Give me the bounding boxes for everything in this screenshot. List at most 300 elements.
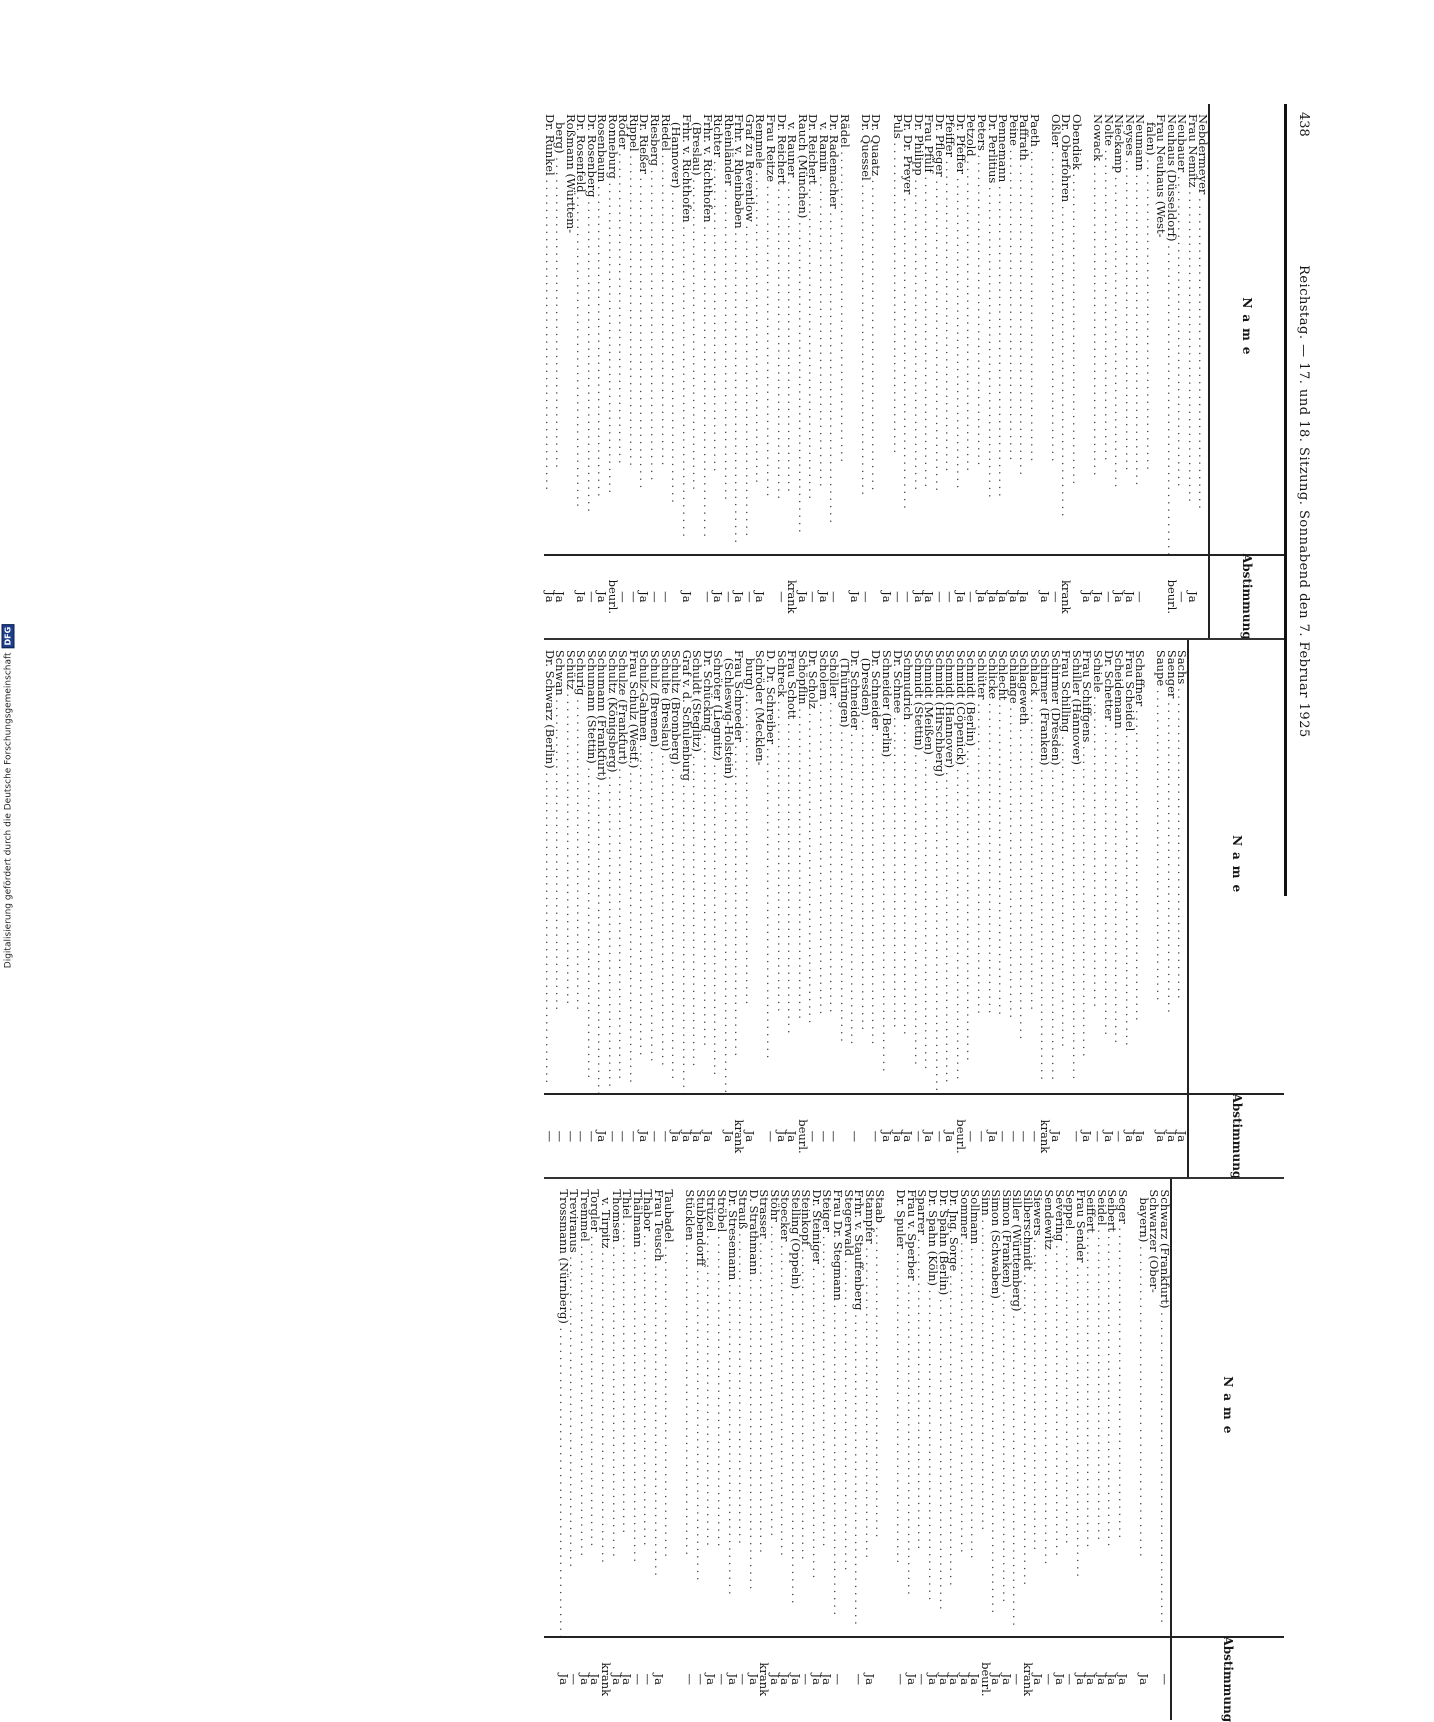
vote-value	[885, 1638, 896, 1720]
vote-value	[674, 1638, 685, 1720]
vote-value: Ja	[542, 591, 557, 603]
table-row	[927, 1179, 938, 1720]
member-name: Schlicke . . .	[987, 640, 998, 1096]
member-name: Schmidt (Hannover) . . .	[945, 640, 956, 1096]
vote-value: —	[890, 591, 905, 603]
member-name: Frau Schulz (Westf.) . . .	[628, 640, 639, 1096]
member-name: Dr. Scholz . . .	[808, 640, 819, 1096]
vote-value: —	[901, 591, 916, 603]
member-name: Strauß . . .	[738, 1179, 749, 1638]
column-header	[1170, 1179, 1284, 1720]
vote-value: —	[964, 1130, 979, 1143]
member-name: Roßmann (Württem-	[563, 114, 578, 234]
member-name: Simon (Schwaben) . . .	[991, 1179, 1002, 1638]
member-name: Schulz (Bremen) . . .	[649, 640, 660, 1096]
member-name: Nolte . . .	[1103, 104, 1114, 556]
vote-value: Ja	[620, 1673, 635, 1686]
vote-value: —	[715, 1673, 730, 1686]
vote-value: Ja	[679, 591, 694, 603]
member-name: Schumann (Stettin) . . .	[586, 640, 597, 1096]
member-name: Frau Schilling . . .	[1061, 640, 1072, 1096]
member-name: Saupe . . .	[1156, 640, 1167, 1096]
member-name: Petzold . . .	[966, 104, 977, 556]
member-name: Dr. Stresemann . . .	[727, 1179, 738, 1638]
table-row	[599, 1179, 614, 1720]
vote-value: beurl.	[605, 579, 620, 615]
member-name: Schirmer (Dresden) . . .	[1050, 640, 1061, 1096]
vote-value: Ja	[922, 1130, 937, 1143]
rows-container	[542, 640, 1190, 1178]
vote-value: Ja	[1175, 1130, 1190, 1143]
vote-value: —	[630, 1673, 645, 1686]
member-name: Schultz (Bromberg) . . .	[671, 640, 682, 1096]
vote-value: Ja	[767, 1673, 782, 1686]
vote-value: —	[911, 1130, 926, 1143]
table-row	[648, 640, 663, 1178]
member-name: Paffrath . . .	[1019, 104, 1030, 556]
vote-value: —	[827, 1130, 842, 1143]
member-name: Neyses . . .	[1124, 104, 1135, 556]
member-name: Dr. Schwarz (Berlin) . . .	[544, 640, 555, 1096]
vote-value: Ja	[732, 591, 747, 603]
member-name: D. Dr. Schreiber . . .	[765, 640, 776, 1096]
side-note	[0, 600, 16, 992]
vote-value: Ja	[809, 1673, 824, 1686]
vote-value: Ja	[1122, 1130, 1137, 1143]
table-row	[892, 104, 903, 638]
member-name: Tremmel . . .	[579, 1179, 590, 1638]
vote-header: Abstimmung	[1210, 554, 1284, 638]
member-name: Schirmer (Franken) . . .	[1040, 640, 1051, 1096]
table-row	[896, 1179, 907, 1720]
vote-value: Ja	[1115, 1673, 1130, 1686]
vote-value: —	[658, 1130, 673, 1143]
member-name: Dr. Reichert . . .	[808, 104, 819, 556]
vote-value: Ja	[1133, 1130, 1148, 1143]
member-name: Thiel . . .	[622, 1179, 633, 1638]
member-name: Dr. Perlitius . . .	[987, 104, 998, 556]
vote-column-2	[544, 638, 1284, 1178]
member-name: Schreck . . .	[776, 640, 787, 1096]
vote-value: —	[626, 1130, 641, 1143]
member-name: Rädel . . .	[839, 104, 850, 556]
vote-value: Ja	[1017, 591, 1032, 603]
member-name: Richter . . .	[713, 104, 724, 556]
member-name: Seiffert . . .	[1086, 1179, 1097, 1638]
vote-value: —	[1027, 1130, 1042, 1143]
member-name: Schiller (Hannover) . . .	[1071, 640, 1082, 1096]
member-name: Dr. Pfeffer . . .	[955, 104, 966, 556]
member-name: Dr. Oberfohren . . .	[1061, 104, 1072, 556]
member-name: Röder . . .	[618, 104, 629, 556]
table-row	[648, 104, 663, 638]
vote-value: Ja	[848, 591, 863, 603]
vote-value: Ja	[904, 1673, 919, 1686]
vote-value: Ja	[1031, 1673, 1046, 1686]
member-name: Frau Teusch . . .	[653, 1179, 664, 1638]
member-name: Rippel . . .	[628, 104, 639, 556]
vote-value: Ja	[1101, 1130, 1116, 1143]
member-name: Obendiek . . .	[1071, 104, 1082, 556]
vote-value: Ja	[574, 591, 589, 603]
vote-value: —	[584, 591, 599, 603]
member-name: Schröder (Mecklen-	[753, 649, 768, 766]
vote-value: Ja	[637, 1130, 652, 1143]
vote-value: —	[563, 1130, 578, 1143]
vote-value: Ja	[725, 1673, 740, 1686]
member-name: Schmidt (Berlin) . . .	[966, 640, 977, 1096]
member-name: Dr. Rosenfeld . . .	[576, 104, 587, 556]
side-note-text	[2, 624, 15, 968]
vote-value: Ja	[651, 1673, 666, 1686]
vote-value: —	[831, 1673, 846, 1686]
member-name: Schwarzer (Ober-	[1147, 1189, 1162, 1293]
vote-value: Ja	[925, 1673, 940, 1686]
member-name: Pennemann . . .	[998, 104, 1009, 556]
vote-value: Ja	[553, 591, 568, 603]
column-header	[1187, 640, 1284, 1178]
member-name: Frau Schroeder . . .	[734, 640, 745, 1096]
vote-value: —	[616, 591, 631, 603]
vote-value: Ja	[556, 1673, 571, 1686]
table-row	[715, 1179, 730, 1720]
vote-value: Ja	[795, 591, 810, 603]
member-name: D. Strathmann . . .	[748, 1179, 759, 1638]
vote-value: —	[648, 1130, 663, 1143]
vote-value: —	[1041, 1673, 1056, 1686]
table-row	[558, 1179, 569, 1720]
vote-value: Ja	[957, 1673, 972, 1686]
vote-header: Abstimmung	[1172, 1636, 1284, 1720]
member-name: Schmidt (Hirschberg) . . .	[934, 640, 945, 1096]
table-row	[976, 104, 987, 638]
member-name: Frau v. Sperber . . .	[906, 1179, 917, 1638]
vote-value: —	[974, 1130, 989, 1143]
name-header: Name	[1221, 1376, 1236, 1440]
rows-container	[542, 104, 1211, 638]
member-name: Torgler . . .	[590, 1179, 601, 1638]
member-name: bayern) . . .	[1138, 1179, 1149, 1638]
vote-value: —	[584, 1130, 599, 1143]
vote-table	[542, 104, 1287, 1722]
member-name: Schlageweth . . .	[1019, 640, 1030, 1096]
member-name: Neubauer . . .	[1177, 104, 1188, 556]
member-name: Dr. Spahn (Berlin) . . .	[938, 1179, 949, 1638]
vote-value: —	[827, 591, 842, 603]
member-name: berg) . . .	[555, 104, 566, 556]
vote-value: —	[693, 1673, 708, 1686]
member-name: Riedel . . .	[660, 104, 671, 556]
vote-value: —	[1133, 591, 1148, 603]
member-name: Dr. Schücking . . .	[702, 640, 713, 1096]
member-name: Dr. Pfleger . . .	[934, 104, 945, 556]
member-name: Thomsen . . .	[611, 1179, 622, 1638]
vote-value: —	[641, 1673, 656, 1686]
member-name: Strasser . . .	[759, 1179, 770, 1638]
member-name: Dr. Reichert . . .	[776, 104, 787, 556]
member-name: Frau Scheidel . . .	[1124, 640, 1135, 1096]
member-name: Silberschmidt . . .	[1022, 1179, 1033, 1638]
vote-value: Ja	[890, 1130, 905, 1143]
vote-value: —	[721, 591, 736, 603]
member-name: (Breslau) . . .	[692, 104, 703, 556]
vote-value	[1156, 556, 1167, 638]
member-name: Graf zu Reventlow . . .	[744, 104, 755, 556]
member-name: Frau Dr. Stegmann . . .	[833, 1179, 844, 1638]
vote-value: Ja	[936, 1673, 951, 1686]
vote-value: Ja	[700, 1130, 715, 1143]
member-name: Schütz . . .	[565, 640, 576, 1096]
member-name: Siller (Württemberg) . . .	[1012, 1179, 1023, 1638]
vote-value: Ja	[595, 591, 610, 603]
vote-value: —	[932, 1130, 947, 1143]
vote-value: —	[852, 1673, 867, 1686]
vote-value	[765, 556, 776, 638]
vote-value: —	[1175, 591, 1190, 603]
vote-value: krank	[757, 1662, 772, 1697]
member-name: Schöller . . .	[829, 640, 840, 1096]
vote-value: Ja	[679, 1130, 694, 1143]
member-name: (Dresden) . . .	[860, 640, 871, 1096]
member-name: Steinkopf . . .	[801, 1179, 812, 1638]
vote-value: —	[1112, 1130, 1127, 1143]
member-name: Frau Reitze . . .	[765, 104, 776, 556]
member-name: Stegerwald . . .	[843, 1179, 854, 1638]
name-header: Name	[1229, 835, 1244, 899]
table-row	[833, 1179, 844, 1720]
vote-value: Ja	[774, 1130, 789, 1143]
vote-value: Ja	[742, 1130, 757, 1143]
vote-value: Ja	[947, 1673, 962, 1686]
member-name: Frhr. v. Richthofen . . .	[681, 104, 692, 556]
member-name: Peters . . .	[976, 104, 987, 556]
member-name: Schneider (Berlin) . . .	[882, 640, 893, 1096]
member-name: Peine . . .	[1008, 104, 1019, 556]
vote-value: —	[1101, 591, 1116, 603]
vote-value: krank	[1038, 1119, 1053, 1154]
vote-value: Ja	[911, 591, 926, 603]
vote-value: Ja	[985, 1130, 1000, 1143]
member-name: Schulte (Breslau) . . .	[660, 640, 671, 1096]
member-name: Stücklen . . .	[685, 1179, 696, 1638]
vote-value: —	[943, 591, 958, 603]
page-number: 438	[1295, 112, 1311, 137]
vote-value: —	[848, 1130, 863, 1143]
member-name: Staab . . .	[875, 1179, 886, 1638]
member-name: Rauch (München) . . .	[797, 104, 808, 556]
member-name: Schmidt (Cöpenick) . . .	[955, 640, 966, 1096]
vote-value: —	[1048, 591, 1063, 603]
vote-value: —	[626, 591, 641, 603]
vote-value: —	[764, 1130, 779, 1143]
vote-value: —	[1017, 1130, 1032, 1143]
member-name: Schmidt (Meißen) . . .	[924, 640, 935, 1096]
vote-value: —	[996, 1130, 1011, 1143]
member-name: Schröter (Liegnitz) . . .	[713, 640, 724, 1096]
vote-value: Ja	[922, 591, 937, 603]
vote-value: —	[736, 1673, 751, 1686]
vote-value: Ja	[880, 1130, 895, 1143]
table-row	[1156, 640, 1167, 1178]
member-name: Frau Sender . . .	[1075, 1179, 1086, 1638]
member-name: Sommer . . .	[959, 1179, 970, 1638]
vote-value: Ja	[669, 1130, 684, 1143]
member-name: Graf v. d. Schulenburg . . .	[681, 640, 692, 1096]
vote-value: beurl.	[953, 1119, 968, 1154]
member-name: Puls . . .	[892, 104, 903, 556]
member-name: Trossmann (Nürnberg) . . .	[558, 1179, 569, 1638]
member-name: Riesberg . . .	[649, 104, 660, 556]
vote-value: Ja	[974, 591, 989, 603]
rows-container	[544, 1179, 1170, 1720]
member-name: Stampfer . . .	[864, 1179, 875, 1638]
member-name: Thabor . . .	[643, 1179, 654, 1638]
table-row	[1092, 104, 1103, 638]
member-name: Ströbel . . .	[716, 1179, 727, 1638]
vote-value: —	[658, 591, 673, 603]
member-name: Schurig . . .	[576, 640, 587, 1096]
member-name: Seidel . . .	[1096, 1179, 1107, 1638]
vote-value: krank	[599, 1662, 614, 1697]
vote-value: —	[605, 1130, 620, 1143]
member-name: Sendewitz . . .	[1043, 1179, 1054, 1638]
vote-value: Ja	[609, 1673, 624, 1686]
vote-value: —	[1158, 1673, 1172, 1686]
table-row	[544, 640, 555, 1178]
vote-value: —	[964, 591, 979, 603]
vote-value: Ja	[999, 1673, 1014, 1686]
member-name: Schlecht . . .	[998, 640, 1009, 1096]
member-name: (Hannover) . . .	[671, 104, 682, 556]
member-name: Dr. Runkel . . .	[544, 104, 555, 556]
page-title: Reichstag. — 17. und 18. Sitzung. Sonnabend den 7. Februar 1925	[1295, 265, 1311, 738]
member-name: Frau Neuhaus (West-	[1154, 114, 1169, 238]
vote-value: Ja	[778, 1673, 793, 1686]
member-name: Schmudrich . . .	[903, 640, 914, 1096]
table-row	[544, 104, 555, 638]
vote-value: Ja	[1073, 1673, 1088, 1686]
member-name: Schuldt (Steglitz) . . .	[692, 640, 703, 1096]
table-row	[764, 104, 779, 638]
member-name: Frhr. v. Richthofen . . .	[702, 104, 713, 556]
vote-value: Ja	[1052, 1673, 1067, 1686]
vote-value: Ja	[989, 1673, 1004, 1686]
table-row	[1092, 640, 1103, 1178]
member-name: Dr. Schneider . . .	[871, 640, 882, 1096]
member-name: Sachs . . .	[1177, 640, 1188, 1096]
name-header: Name	[1240, 297, 1255, 361]
vote-value: Ja	[968, 1673, 983, 1686]
vote-value: Ja	[588, 1673, 603, 1686]
member-name: (Thüringen) . . .	[839, 640, 850, 1096]
table-row	[764, 640, 779, 1178]
member-name: Neuhaus (Düsseldorf) . . .	[1166, 104, 1177, 556]
table-row	[882, 104, 893, 638]
member-name: Remmele . . .	[755, 104, 766, 556]
vote-value: —	[1069, 1130, 1084, 1143]
member-name: Stoecker . . .	[780, 1179, 791, 1638]
member-name: Schmidt (Stettin) . . .	[913, 640, 924, 1096]
vote-value: —	[806, 1130, 821, 1143]
member-name: Schlack . . .	[1029, 640, 1040, 1096]
vote-value: —	[700, 591, 715, 603]
member-name: Dr. Jng. Sorge . . .	[949, 1179, 960, 1638]
member-name: Schlange . . .	[1008, 640, 1019, 1096]
member-name: v. Tirpitz . . .	[600, 1179, 611, 1638]
member-name: Dr. Schnee . . .	[892, 640, 903, 1096]
member-name: Oßler . . .	[1050, 104, 1061, 556]
member-name: Strüzel . . .	[706, 1179, 717, 1638]
member-name: Sparrer . . .	[917, 1179, 928, 1638]
member-name: Dr. Steiniger . . .	[811, 1179, 822, 1638]
vote-value: krank	[1020, 1662, 1035, 1697]
member-name: Dr. Philipp . . .	[913, 104, 924, 556]
vote-value: Ja	[901, 1130, 916, 1143]
vote-value: —	[648, 591, 663, 603]
member-name: Seibert . . .	[1107, 1179, 1118, 1638]
vote-value: krank	[732, 1119, 747, 1154]
table-row	[882, 640, 893, 1178]
member-name: Schumann (Frankfurt) . . .	[597, 640, 608, 1096]
member-name: Nieckamp . . .	[1114, 104, 1125, 556]
vote-value: Ja	[943, 1130, 958, 1143]
vote-value: Ja	[1154, 1130, 1169, 1143]
vote-value: Ja	[690, 1130, 705, 1143]
member-name: Sinn . . .	[980, 1179, 991, 1638]
member-name: Neumann . . .	[1135, 104, 1146, 556]
member-name: Thälmann . . .	[632, 1179, 643, 1638]
vote-value: Ja	[1006, 591, 1021, 603]
vote-value: krank	[785, 579, 800, 614]
vote-value: —	[683, 1673, 698, 1686]
member-name: Dr. Dr. Preyer . . .	[903, 104, 914, 556]
vote-value: Ja	[637, 591, 652, 603]
vote-value: Ja	[721, 1130, 736, 1143]
member-name: Seppel . . .	[1065, 1179, 1076, 1638]
member-name: Siewers . . .	[1033, 1179, 1044, 1638]
vote-value: Ja	[746, 1673, 761, 1686]
vote-value: —	[915, 1673, 930, 1686]
vote-value: Ja	[1090, 591, 1105, 603]
vote-value: —	[806, 591, 821, 603]
vote-value: Ja	[985, 591, 1000, 603]
table-row	[1043, 1179, 1054, 1720]
member-name: Pfeiffer . . .	[945, 104, 956, 556]
vote-value: Ja	[1136, 1673, 1151, 1686]
vote-value: Ja	[1112, 591, 1127, 603]
vote-value: —	[1010, 1673, 1025, 1686]
vote-value: —	[742, 591, 757, 603]
vote-value: —	[799, 1673, 814, 1686]
vote-value: Ja	[1185, 591, 1200, 603]
member-name: Dr. Spuler . . .	[896, 1179, 907, 1638]
vote-value: beurl.	[1164, 579, 1179, 615]
member-name: Stubbendorff . . .	[695, 1179, 706, 1638]
vote-value: —	[816, 1130, 831, 1143]
member-name: Scholem . . .	[818, 640, 829, 1096]
vote-value: Ja	[820, 1673, 835, 1686]
member-name: Stöhr . . .	[769, 1179, 780, 1638]
member-name: Schwan . . .	[555, 640, 566, 1096]
member-name: (Schleswig-Holstein) . . .	[723, 640, 734, 1096]
vote-value: Ja	[577, 1673, 592, 1686]
vote-value: —	[553, 1130, 568, 1143]
vote-value: krank	[1059, 579, 1074, 614]
member-name: Schlüter . . .	[976, 640, 987, 1096]
dfg-logo: DFG	[2, 624, 15, 649]
vote-value: —	[567, 1673, 582, 1686]
vote-value: Ja	[1105, 1673, 1120, 1686]
